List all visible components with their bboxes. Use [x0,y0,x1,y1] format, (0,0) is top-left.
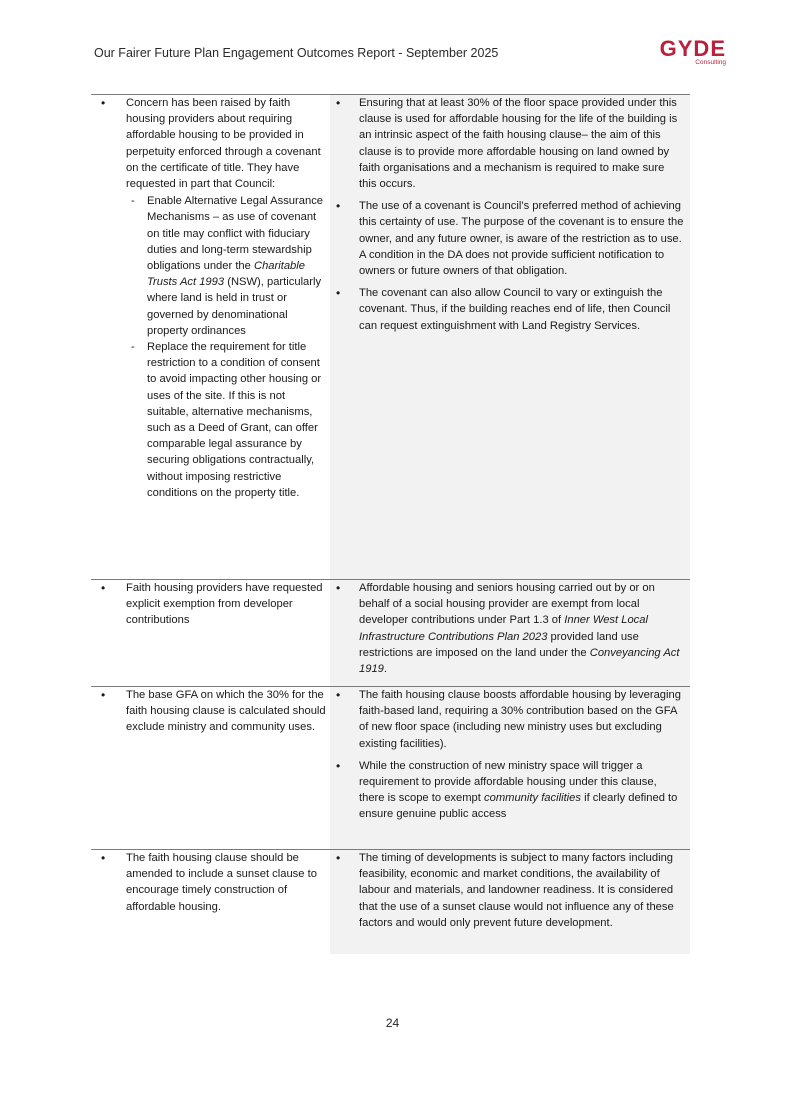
response-item: • The covenant can also allow Council to vary or extinguish the covenant. Thus, if the building reaches end of life, then Council can request extinguishment with Land Registry Services. [330,285,690,334]
issue-cell [91,95,330,580]
issue-cell [91,687,330,850]
logo-word: GYDE [659,36,726,61]
response-item: • The timing of developments is subject to many factors including feasibility, economic and market conditions, the availability of labour and materials, and landowner readiness. It is considered that the use of a sunset clause would not influence any of these factors and would only prevent future development. [330,850,690,931]
issue-cell [91,850,330,955]
sub-item: - Enable Alternative Legal Assurance Mechanisms – as use of covenant on title may conflict with fiduciary duties and long-term stewardship obligations under the Charitable Trusts Act 1993 (NSW), particularly where land is held in trust or governed by denominational property ordinances [126,193,330,339]
table-row [91,580,690,687]
issue-item: • Concern has been raised by faith housing providers about requiring affordable housing to be provided in perpetuity enforced through a covenant on the certificate of title. They have requested in part that Council: - Enable Alternative Legal Assurance Mechanisms – as use of covenant on title may conflict with fiduciary duties and long-term stewardship obligations under the Charitable Trusts Act 1993 (NSW), particularly where land is held in trust or governed by denominational property ordinances - Replace the requirement for title restriction to a condition of consent to avoid impacting other housing or uses of the site. If this is not suitable, alternative mechanisms, such as a Deed of Grant, can offer comparable legal assurance by securing obligations contractually, without imposing restrictive conditions on the property title. [91,95,330,501]
issue-item: • The faith housing clause should be amended to include a sunset clause to encourage timely construction of affordable housing. [91,850,330,915]
issue-cell [91,580,330,687]
response-item: • While the construction of new ministry space will trigger a requirement to provide affordable housing under this clause, there is scope to exempt community facilities if clearly defined to ensure genuine public access [330,758,690,823]
response-cell [330,850,690,955]
report-title: Our Fairer Future Plan Engagement Outcomes Report - September 2025 [94,46,499,60]
page-number: 24 [385,1016,400,1030]
response-cell [330,580,690,687]
response-item: • Affordable housing and seniors housing carried out by or on behalf of a social housing provider are exempt from local developer contributions under Part 1.3 of Inner West Local Infrastructure Contributions Plan 2023 provided land use restrictions are imposed on the land under the Conveyancing Act 1919. [330,580,690,677]
logo-subtitle: Consulting [695,59,726,66]
table-row [91,95,690,580]
response-cell [330,687,690,850]
response-cell [330,95,690,580]
gyde-logo [636,38,726,70]
response-item: • The faith housing clause boosts affordable housing by leveraging faith-based land, requiring a 30% contribution based on the GFA of new floor space (including new ministry uses but excluding existing facilities). [330,687,690,752]
table-row [91,687,690,850]
response-item: • The use of a covenant is Council’s preferred method of achieving this certainty of use. The purpose of the covenant is to ensure the owner, and any future owner, is aware of the restriction as to use. A condition in the DA does not provide sufficient notification to owners or future owners of that obligation. [330,198,690,279]
issue-item: • Faith housing providers have requested explicit exemption from developer contributions [91,580,330,629]
sub-item: - Replace the requirement for title restriction to a condition of consent to avoid impacting other housing or uses of the site. If this is not suitable, alternative mechanisms, such as a Deed of Grant, can offer comparable legal assurance by securing obligations contractually, without imposing restrictive conditions on the property title. [126,339,330,501]
response-item: • Ensuring that at least 30% of the floor space provided under this clause is used for affordable housing for the life of the building is an intrinsic aspect of the faith housing clause– the aim of this clause is to provide more affordable housing on land owned by faith organisations and a mechanism is required to make sure this occurs. [330,95,690,192]
table-row [91,850,690,955]
issue-item: • The base GFA on which the 30% for the faith housing clause is calculated should exclude ministry and community uses. [91,687,330,736]
submissions-table [91,94,690,954]
